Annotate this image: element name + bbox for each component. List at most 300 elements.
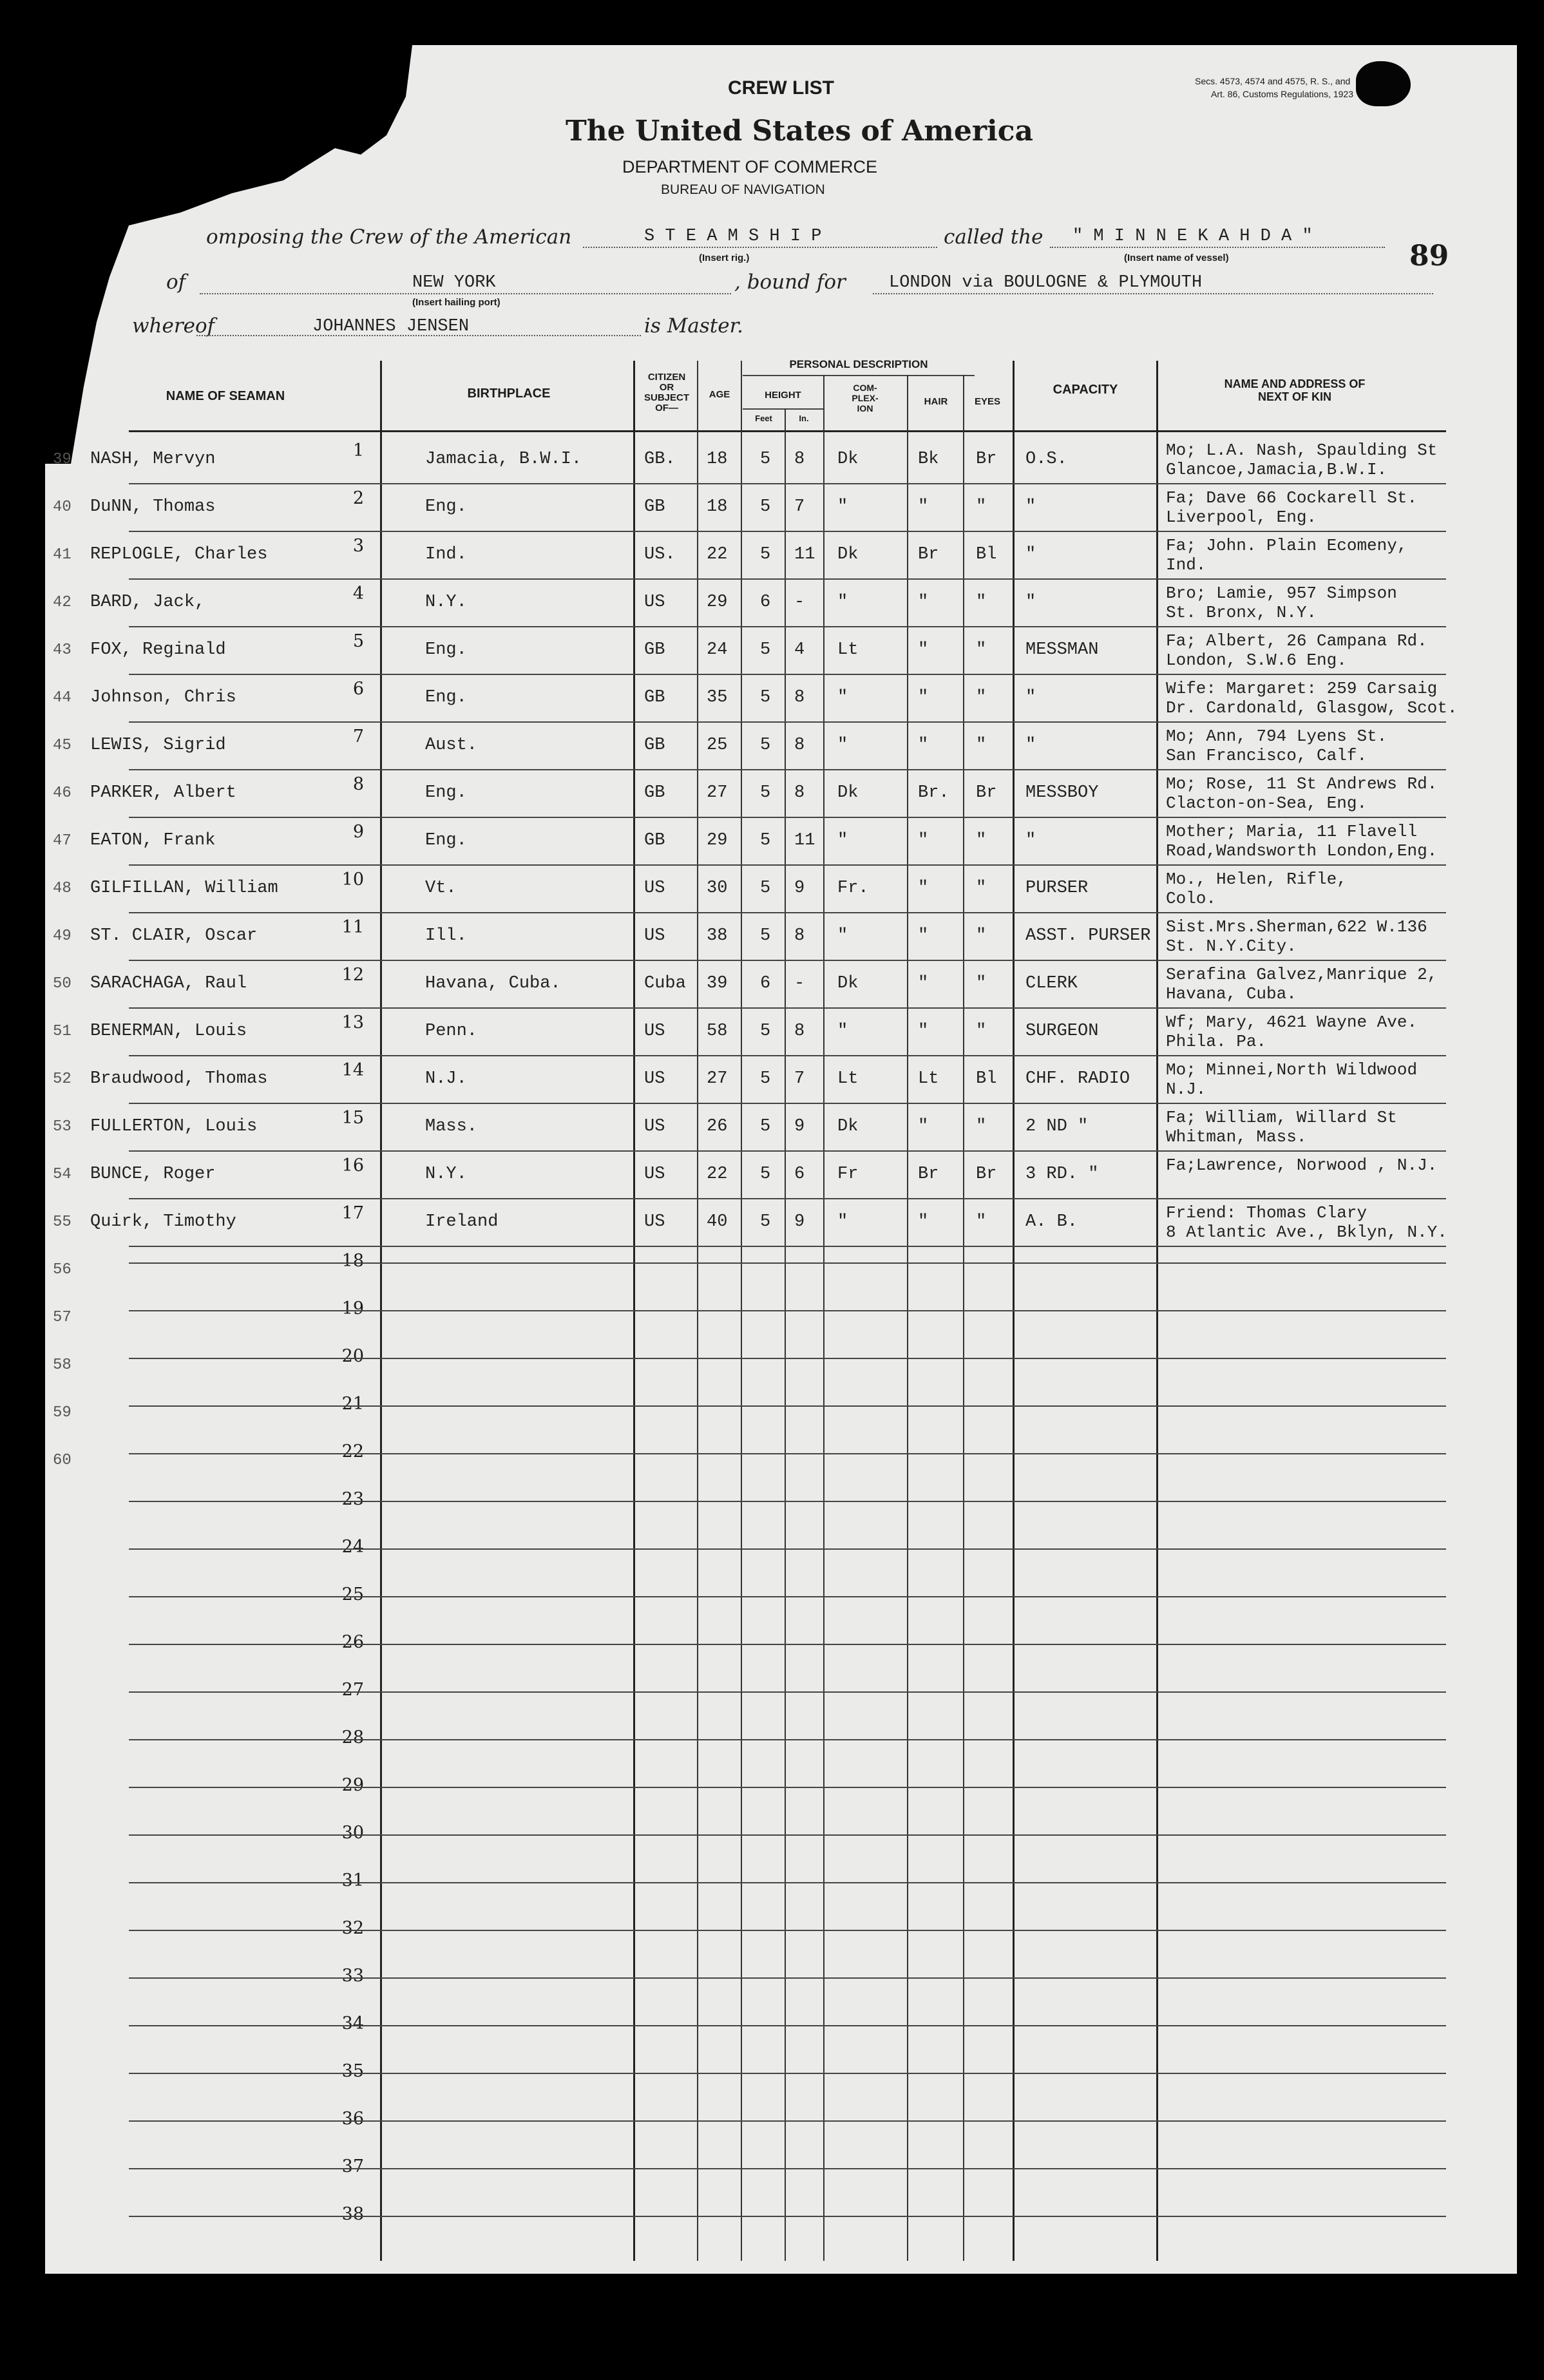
height-inches-cell: 9 (794, 1212, 805, 1232)
height-inches-cell: 7 (794, 497, 805, 517)
seaman-name: LEWIS, Sigrid (90, 736, 226, 755)
height-inches-cell: 7 (794, 1069, 805, 1089)
row-number: 18 (341, 1251, 364, 1271)
row-index: 53 (53, 1118, 71, 1136)
col-name: NAME OF SEAMAN (166, 389, 285, 403)
row-number: 31 (341, 1871, 364, 1890)
age-cell: 58 (707, 1022, 728, 1041)
birthplace-cell: Eng. (425, 497, 467, 517)
row-number: 13 (341, 1013, 364, 1033)
citizen-cell: GB (644, 831, 665, 850)
birthplace-cell: Aust. (425, 736, 478, 755)
height-feet-cell: 5 (760, 926, 771, 946)
eyes-cell: Bl (976, 545, 997, 564)
row-number: 8 (352, 774, 364, 794)
eyes-cell: Br (976, 450, 997, 469)
row-number: 12 (341, 965, 364, 985)
row-number: 26 (341, 1632, 364, 1652)
birthplace-cell: Mass. (425, 1117, 478, 1136)
capacity-cell: O.S. (1025, 450, 1067, 469)
hair-cell: " (918, 688, 929, 707)
seaman-name: FOX, Reginald (90, 640, 226, 660)
row-number: 35 (341, 2061, 364, 2081)
seaman-name: BARD, Jack, (90, 593, 205, 612)
hair-cell: " (918, 831, 929, 850)
height-feet-cell: 5 (760, 545, 771, 564)
next-of-kin-line2: St. Bronx, N.Y. (1166, 603, 1317, 622)
complexion-cell: " (837, 1022, 848, 1041)
destination: LONDON via BOULOGNE & PLYMOUTH (889, 273, 1203, 292)
row-number: 32 (341, 1918, 364, 1938)
capacity-cell: SURGEON (1025, 1022, 1099, 1041)
height-inches-cell: - (794, 593, 805, 612)
height-inches-cell: 6 (794, 1165, 805, 1184)
row-number: 36 (341, 2109, 364, 2129)
age-cell: 39 (707, 974, 728, 993)
hair-cell: Br (918, 545, 939, 564)
row-rule (129, 1358, 1446, 1359)
called-the: called the (944, 225, 1044, 249)
row-rule (129, 2168, 1446, 2169)
row-number: 34 (341, 2013, 364, 2033)
sections-ref-1: Secs. 4573, 4574 and 4575, R. S., and (1195, 76, 1351, 86)
citizen-cell: US. (644, 545, 676, 564)
height-inches-cell: 8 (794, 926, 805, 946)
row-index: 52 (53, 1071, 71, 1088)
height-feet-cell: 5 (760, 1117, 771, 1136)
seaman-name: Braudwood, Thomas (90, 1069, 268, 1089)
sections-ref-2: Art. 86, Customs Regulations, 1923 (1211, 89, 1354, 99)
col-feet: Feet (755, 414, 772, 423)
page-number: 89 (1409, 240, 1449, 272)
hair-cell: Lt (918, 1069, 939, 1089)
row-number: 37 (341, 2156, 364, 2176)
height-feet-cell: 5 (760, 688, 771, 707)
capacity-cell: ASST. PURSER (1025, 926, 1151, 946)
row-number: 5 (352, 631, 364, 651)
row-rule (129, 1007, 1446, 1009)
rig-underline (583, 247, 937, 248)
row-index: 42 (53, 594, 71, 611)
next-of-kin-line1: Mo; L.A. Nash, Spaulding St (1166, 441, 1438, 460)
birthplace-cell: Ill. (425, 926, 467, 946)
complexion-cell: " (837, 688, 848, 707)
seaman-name: REPLOGLE, Charles (90, 545, 268, 564)
bureau: BUREAU OF NAVIGATION (661, 182, 825, 197)
capacity-cell: " (1025, 593, 1036, 612)
capacity-cell: CHF. RADIO (1025, 1069, 1130, 1089)
complexion-cell: " (837, 1212, 848, 1232)
row-number: 4 (352, 584, 364, 604)
next-of-kin-line2: Clacton-on-Sea, Eng. (1166, 794, 1368, 813)
row-index: 60 (53, 1452, 71, 1469)
next-of-kin-line2: Dr. Cardonald, Glasgow, Scot. (1166, 698, 1458, 718)
destination-underline (873, 293, 1433, 294)
citizen-cell: US (644, 879, 665, 898)
complexion-cell: Dk (837, 974, 859, 993)
seaman-name: PARKER, Albert (90, 783, 236, 803)
row-rule (129, 1977, 1446, 1979)
next-of-kin-line2: San Francisco, Calf. (1166, 746, 1368, 765)
hair-cell: " (918, 736, 929, 755)
hair-cell: " (918, 1117, 929, 1136)
col-citizen-2: OR (659, 382, 674, 393)
ink-blot (1356, 61, 1411, 106)
age-cell: 27 (707, 1069, 728, 1089)
row-index: 55 (53, 1214, 71, 1231)
row-rule (129, 1405, 1446, 1407)
row-rule (129, 2073, 1446, 2074)
row-number: 1 (352, 441, 364, 461)
row-rule (129, 864, 1446, 866)
row-rule (129, 1930, 1446, 1931)
row-index: 49 (53, 928, 71, 945)
row-index: 47 (53, 832, 71, 850)
row-rule (129, 1453, 1446, 1454)
row-rule (129, 1739, 1446, 1740)
birthplace-cell: Havana, Cuba. (425, 974, 561, 993)
next-of-kin-line1: Wf; Mary, 4621 Wayne Ave. (1166, 1013, 1418, 1032)
age-cell: 26 (707, 1117, 728, 1136)
age-cell: 25 (707, 736, 728, 755)
row-rule (129, 1691, 1446, 1693)
row-rule (129, 1055, 1446, 1056)
row-number: 2 (352, 488, 364, 508)
row-index: 48 (53, 880, 71, 897)
height-feet-cell: 5 (760, 450, 771, 469)
port-caption: (Insert hailing port) (412, 297, 500, 308)
birthplace-cell: N.Y. (425, 593, 467, 612)
height-feet-cell: 5 (760, 497, 771, 517)
next-of-kin-line1: Friend: Thomas Clary (1166, 1203, 1368, 1223)
department: DEPARTMENT OF COMMERCE (622, 157, 878, 176)
birthplace-cell: N.J. (425, 1069, 467, 1089)
capacity-cell: MESSBOY (1025, 783, 1099, 803)
col-age: AGE (709, 389, 730, 400)
vline-feet (785, 408, 786, 2261)
col-complexion (823, 383, 907, 414)
height-feet-cell: 6 (760, 974, 771, 993)
row-number: 38 (341, 2204, 364, 2224)
capacity-cell: CLERK (1025, 974, 1078, 993)
row-number: 29 (341, 1775, 364, 1795)
height-inches-cell: 9 (794, 1117, 805, 1136)
age-cell: 29 (707, 593, 728, 612)
next-of-kin-line1: Mo; Minnei,North Wildwood (1166, 1060, 1418, 1080)
hair-cell: " (918, 926, 929, 946)
row-index: 40 (53, 499, 71, 516)
row-index: 44 (53, 689, 71, 707)
form-title: CREW LIST (728, 77, 834, 99)
row-number: 15 (341, 1108, 364, 1128)
of-label: of (166, 271, 186, 294)
eyes-cell: " (976, 974, 987, 993)
rule-header-bottom (129, 430, 1446, 432)
birthplace-cell: Ireland (425, 1212, 499, 1232)
eyes-cell: " (976, 497, 987, 517)
next-of-kin-line2: Havana, Cuba. (1166, 984, 1297, 1004)
height-inches-cell: 8 (794, 450, 805, 469)
next-of-kin-line2: Whitman, Mass. (1166, 1127, 1307, 1147)
hair-cell: " (918, 640, 929, 660)
citizen-cell: US (644, 1022, 665, 1041)
birthplace-cell: N.Y. (425, 1165, 467, 1184)
complexion-cell: " (837, 926, 848, 946)
height-inches-cell: 8 (794, 736, 805, 755)
height-inches-cell: 9 (794, 879, 805, 898)
next-of-kin-line1: Serafina Galvez,Manrique 2, (1166, 965, 1438, 984)
capacity-cell: MESSMAN (1025, 640, 1099, 660)
seaman-name: EATON, Frank (90, 831, 216, 850)
row-rule (129, 2025, 1446, 2026)
row-rule (129, 817, 1446, 818)
next-of-kin-line1: Sist.Mrs.Sherman,622 W.136 (1166, 917, 1427, 937)
row-rule (129, 2120, 1446, 2122)
col-hair: HAIR (924, 396, 948, 407)
eyes-cell: " (976, 879, 987, 898)
next-of-kin-line2: London, S.W.6 Eng. (1166, 651, 1347, 670)
row-rule (129, 912, 1446, 913)
height-inches-cell: 8 (794, 783, 805, 803)
age-cell: 22 (707, 545, 728, 564)
citizen-cell: GB (644, 497, 665, 517)
complexion-cell: Dk (837, 1117, 859, 1136)
seaman-name: SARACHAGA, Raul (90, 974, 247, 993)
height-feet-cell: 5 (760, 736, 771, 755)
col-inches: In. (799, 414, 809, 423)
complexion-cell: " (837, 593, 848, 612)
complexion-cell: " (837, 736, 848, 755)
complexion-cell: " (837, 831, 848, 850)
row-rule (129, 721, 1446, 723)
col-complexion-1: COM- (853, 383, 877, 393)
rule-personal (743, 375, 975, 376)
whereof-label: whereof (132, 314, 215, 338)
row-rule (129, 1198, 1446, 1199)
age-cell: 18 (707, 497, 728, 517)
col-capacity: CAPACITY (1053, 383, 1118, 397)
birthplace-cell: Ind. (425, 545, 467, 564)
height-feet-cell: 5 (760, 1022, 771, 1041)
next-of-kin-line1: Fa; William, Willard St (1166, 1108, 1397, 1127)
hair-cell: " (918, 879, 929, 898)
row-number: 24 (341, 1537, 364, 1557)
height-inches-cell: - (794, 974, 805, 993)
row-number: 30 (341, 1823, 364, 1843)
row-rule (129, 1262, 1446, 1264)
row-number: 17 (341, 1203, 364, 1223)
height-feet-cell: 6 (760, 593, 771, 612)
eyes-cell: " (976, 831, 987, 850)
row-rule (129, 1310, 1446, 1311)
eyes-cell: Br (976, 1165, 997, 1184)
citizen-cell: GB. (644, 450, 676, 469)
next-of-kin-line2: Phila. Pa. (1166, 1032, 1267, 1051)
height-inches-cell: 11 (794, 545, 815, 564)
eyes-cell: Br (976, 783, 997, 803)
col-personal: PERSONAL DESCRIPTION (789, 358, 928, 370)
citizen-cell: GB (644, 688, 665, 707)
age-cell: 27 (707, 783, 728, 803)
row-index: 45 (53, 737, 71, 754)
row-number: 7 (352, 727, 364, 747)
birthplace-cell: Eng. (425, 783, 467, 803)
col-citizen-3: SUBJECT (643, 392, 689, 403)
row-rule (129, 1501, 1446, 1502)
col-citizen (634, 372, 699, 414)
row-rule (129, 1246, 1446, 1247)
col-next-of-kin (1159, 377, 1430, 403)
row-index: 41 (53, 546, 71, 564)
seaman-name: DuNN, Thomas (90, 497, 216, 517)
row-number: 28 (341, 1728, 364, 1747)
eyes-cell: " (976, 1212, 987, 1232)
citizen-cell: GB (644, 736, 665, 755)
bound-for-label: , bound for (734, 271, 846, 294)
row-index: 46 (53, 785, 71, 802)
next-of-kin-line1: Mo; Ann, 794 Lyens St. (1166, 727, 1387, 746)
capacity-cell: 2 ND " (1025, 1117, 1089, 1136)
citizen-cell: US (644, 1212, 665, 1232)
birthplace-cell: Vt. (425, 879, 457, 898)
height-inches-cell: 11 (794, 831, 815, 850)
birthplace-cell: Penn. (425, 1022, 478, 1041)
row-number: 23 (341, 1489, 364, 1509)
next-of-kin-line2: Colo. (1166, 889, 1217, 908)
rig-caption: (Insert rig.) (699, 252, 750, 263)
row-index: 57 (53, 1309, 71, 1326)
next-of-kin-line1: Fa;Lawrence, Norwood , N.J. (1166, 1156, 1438, 1175)
row-index: 56 (53, 1261, 71, 1279)
col-complexion-3: ION (857, 403, 873, 414)
row-rule (129, 1644, 1446, 1645)
country-title: The United States of America (566, 115, 1034, 148)
next-of-kin-line1: Bro; Lamie, 957 Simpson (1166, 584, 1397, 603)
eyes-cell: " (976, 640, 987, 660)
col-eyes: EYES (974, 396, 1001, 407)
row-index: 51 (53, 1023, 71, 1040)
row-rule (129, 2216, 1446, 2217)
complexion-cell: Lt (837, 1069, 859, 1089)
row-number: 6 (352, 679, 364, 699)
height-feet-cell: 5 (760, 1212, 771, 1232)
capacity-cell: " (1025, 545, 1036, 564)
vessel-underline (1050, 247, 1385, 248)
age-cell: 30 (707, 879, 728, 898)
birthplace-cell: Eng. (425, 831, 467, 850)
age-cell: 18 (707, 450, 728, 469)
capacity-cell: " (1025, 831, 1036, 850)
row-number: 19 (341, 1299, 364, 1319)
row-number: 33 (341, 1966, 364, 1986)
age-cell: 35 (707, 688, 728, 707)
complexion-cell: Dk (837, 450, 859, 469)
next-of-kin-line1: Fa; Dave 66 Cockarell St. (1166, 488, 1418, 508)
row-number: 16 (341, 1156, 364, 1176)
row-rule (129, 674, 1446, 675)
port-underline (200, 293, 731, 294)
eyes-cell: " (976, 1117, 987, 1136)
seaman-name: Quirk, Timothy (90, 1212, 236, 1232)
row-index: 43 (53, 642, 71, 659)
row-index: 39 (53, 451, 71, 468)
col-kin-1: NAME AND ADDRESS OF (1224, 377, 1366, 390)
citizen-cell: GB (644, 640, 665, 660)
eyes-cell: " (976, 1022, 987, 1041)
master-name: JOHANNES JENSEN (312, 317, 470, 336)
citizen-cell: US (644, 1165, 665, 1184)
next-of-kin-line2: Glancoe,Jamacia,B.W.I. (1166, 460, 1387, 479)
next-of-kin-line2: Road,Wandsworth London,Eng. (1166, 841, 1438, 861)
row-index: 59 (53, 1404, 71, 1422)
hair-cell: Br (918, 1165, 939, 1184)
next-of-kin-line2: 8 Atlantic Ave., Bklyn, N.Y. (1166, 1223, 1447, 1242)
height-feet-cell: 5 (760, 1165, 771, 1184)
eyes-cell: " (976, 926, 987, 946)
vessel-caption: (Insert name of vessel) (1124, 252, 1229, 263)
row-rule (129, 1596, 1446, 1597)
next-of-kin-line2: Ind. (1166, 555, 1206, 575)
row-number: 27 (341, 1680, 364, 1700)
next-of-kin-line1: Mo; Rose, 11 St Andrews Rd. (1166, 774, 1438, 794)
citizen-cell: GB (644, 783, 665, 803)
next-of-kin-line2: N.J. (1166, 1080, 1206, 1099)
next-of-kin-line2: Liverpool, Eng. (1166, 508, 1317, 527)
hair-cell: " (918, 593, 929, 612)
height-feet-cell: 5 (760, 783, 771, 803)
row-number: 25 (341, 1585, 364, 1604)
hair-cell: Bk (918, 450, 939, 469)
citizen-cell: US (644, 926, 665, 946)
birthplace-cell: Jamacia, B.W.I. (425, 450, 582, 469)
height-inches-cell: 8 (794, 688, 805, 707)
col-citizen-1: CITIZEN (647, 372, 686, 383)
seaman-name: BUNCE, Roger (90, 1165, 216, 1184)
age-cell: 22 (707, 1165, 728, 1184)
row-number: 20 (341, 1346, 364, 1366)
capacity-cell: " (1025, 736, 1036, 755)
birthplace-cell: Eng. (425, 640, 467, 660)
height-feet-cell: 5 (760, 1069, 771, 1089)
col-birthplace: BIRTHPLACE (467, 386, 551, 401)
eyes-cell: " (976, 593, 987, 612)
row-number: 3 (352, 536, 364, 556)
capacity-cell: A. B. (1025, 1212, 1078, 1232)
hair-cell: " (918, 1212, 929, 1232)
hair-cell: " (918, 497, 929, 517)
rule-height (743, 408, 823, 410)
eyes-cell: " (976, 688, 987, 707)
hailing-port: NEW YORK (412, 273, 496, 292)
intro-line1-prefix: omposing the Crew of the American (206, 225, 572, 249)
hair-cell: " (918, 1022, 929, 1041)
height-feet-cell: 5 (760, 831, 771, 850)
citizen-cell: US (644, 593, 665, 612)
complexion-cell: " (837, 497, 848, 517)
height-inches-cell: 4 (794, 640, 805, 660)
row-number: 10 (341, 870, 364, 890)
age-cell: 29 (707, 831, 728, 850)
col-citizen-4: OF— (655, 403, 678, 414)
row-number: 9 (352, 822, 364, 842)
row-rule (129, 1103, 1446, 1104)
row-index: 54 (53, 1166, 71, 1183)
row-number: 14 (341, 1060, 364, 1080)
capacity-cell: " (1025, 497, 1036, 517)
complexion-cell: Dk (837, 545, 859, 564)
next-of-kin-line1: Fa; Albert, 26 Campana Rd. (1166, 631, 1427, 651)
row-rule (129, 1787, 1446, 1788)
